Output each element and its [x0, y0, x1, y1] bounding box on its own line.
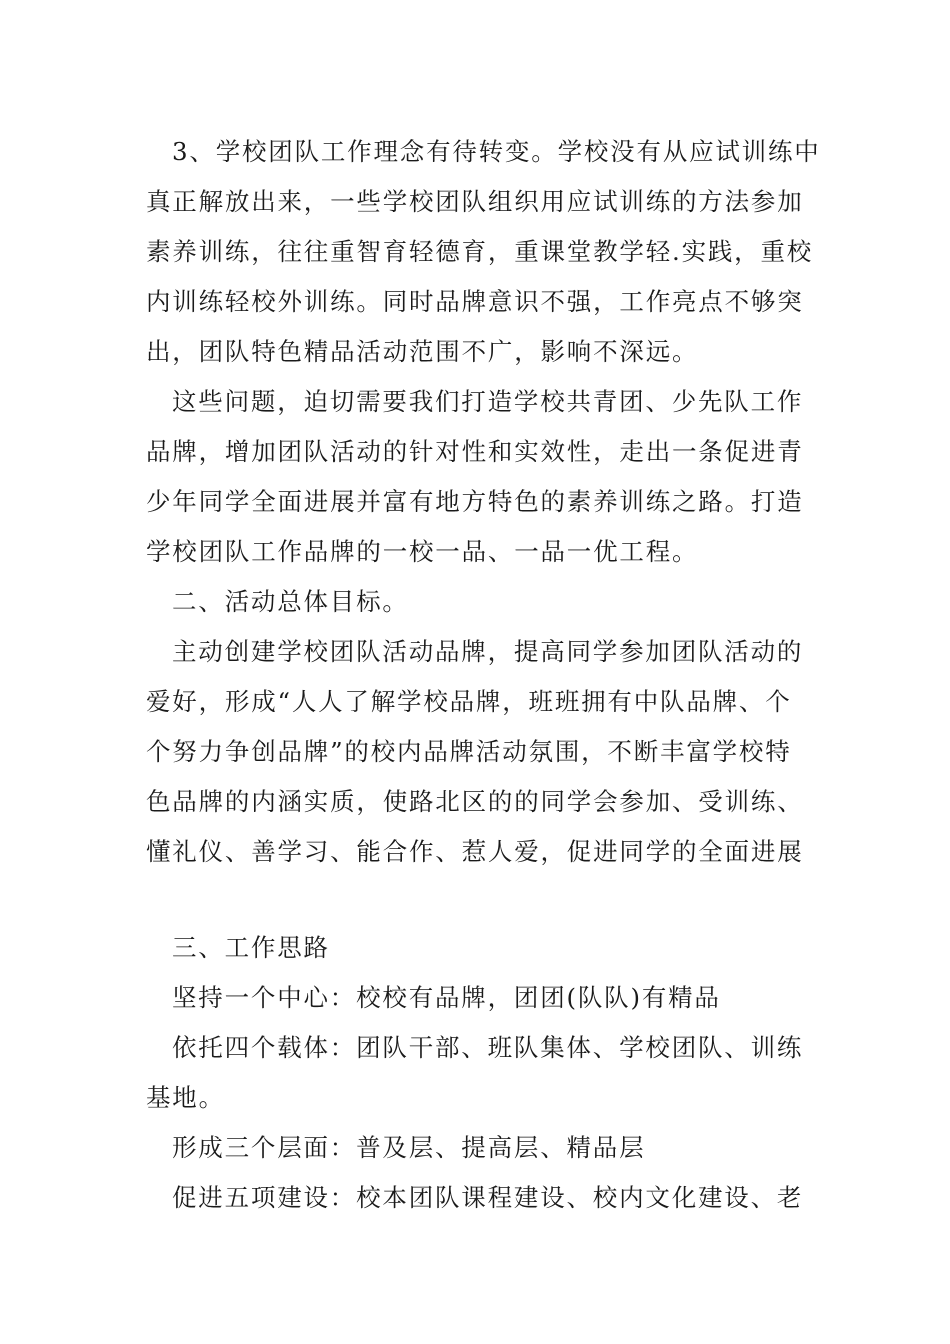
paragraph-line-2: 真正解放出来，一些学校团队组织用应试训练的方法参加: [146, 187, 804, 216]
paragraph-line-9: 学校团队工作品牌的一校一品、一品一优工程。: [146, 537, 699, 566]
paragraph-line-18: 依托四个载体：团队干部、班队集体、学校团队、训练: [172, 1033, 804, 1062]
paragraph-line-14: 色品牌的内涵实质，使路北区的的同学会参加、受训练、: [146, 787, 804, 816]
paragraph-line-4: 内训练轻校外训练。同时品牌意识不强，工作亮点不够突: [146, 287, 804, 316]
paragraph-line-17: 坚持一个中心：校校有品牌，团团(队队)有精品: [172, 983, 721, 1012]
paragraph-line-6: 这些问题，迫切需要我们打造学校共青团、少先队工作: [172, 387, 804, 416]
paragraph-line-7: 品牌，增加团队活动的针对性和实效性，走出一条促进青: [146, 437, 804, 466]
section-heading-2: 二、活动总体目标。: [172, 587, 409, 616]
paragraph-line-8: 少年同学全面进展并富有地方特色的素养训练之路。打造: [146, 487, 804, 516]
paragraph-line-5: 出，团队特色精品活动范围不广，影响不深远。: [146, 337, 699, 366]
paragraph-line-21: 促进五项建设：校本团队课程建设、校内文化建设、老: [172, 1183, 804, 1212]
paragraph-line-11: 主动创建学校团队活动品牌，提高同学参加团队活动的: [172, 637, 804, 666]
paragraph-line-20: 形成三个层面：普及层、提高层、精品层: [172, 1133, 646, 1162]
paragraph-line-19: 基地。: [146, 1083, 225, 1112]
paragraph-line-3: 素养训练，往往重智育轻德育，重课堂教学轻.实践，重校: [146, 237, 814, 266]
paragraph-line-12: 爱好，形成“人人了解学校品牌，班班拥有中队品牌、个: [146, 687, 792, 716]
paragraph-line-1: 3、学校团队工作理念有待转变。学校没有从应试训练中: [172, 137, 821, 166]
paragraph-line-15: 懂礼仪、善学习、能合作、惹人爱，促进同学的全面进展: [146, 837, 804, 866]
section-heading-3: 三、工作思路: [172, 933, 330, 962]
paragraph-line-13: 个努力争创品牌”的校内品牌活动氛围，不断丰富学校特: [146, 737, 792, 766]
